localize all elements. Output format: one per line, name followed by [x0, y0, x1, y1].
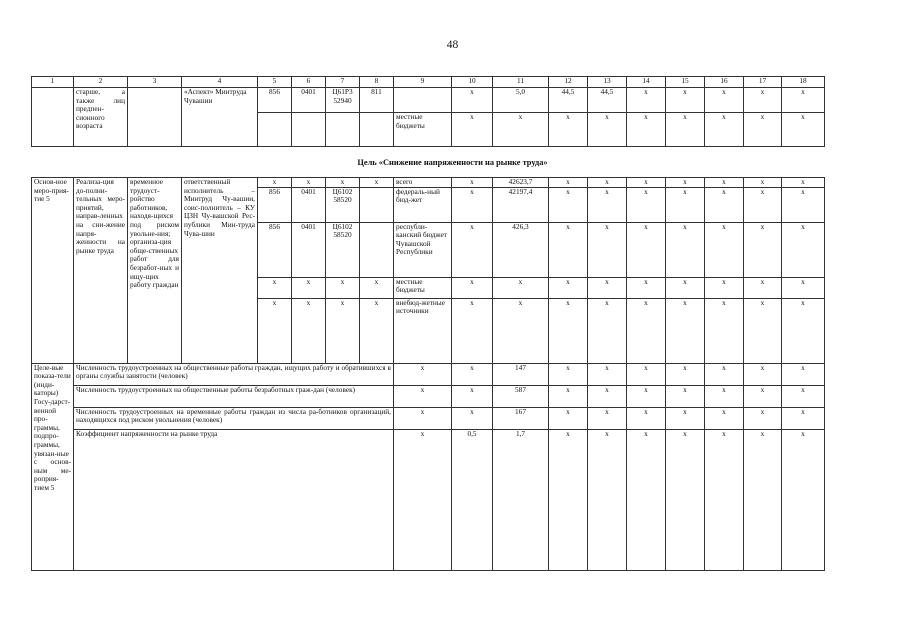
cell-col14: x [627, 88, 666, 113]
event-name-cell: Реализа-ция до-полни-тельных меро-приятий, направ-ленных на сни-жение напря-женности на рынке труда [74, 178, 128, 364]
column-number: 9 [394, 77, 452, 88]
cell-col9: федераль-ный бюд-жет [394, 187, 452, 222]
cell-col8: x [360, 178, 394, 188]
cell-col16: x [705, 385, 744, 407]
cell-col8: 811 [360, 88, 394, 113]
column-number: 18 [782, 77, 825, 88]
cell-col6: x [292, 178, 326, 188]
cell-col12: x [549, 187, 588, 222]
table-row [32, 178, 825, 188]
cell-col13: x [588, 222, 627, 277]
column-number: 8 [360, 77, 394, 88]
page-number: 48 [446, 39, 459, 51]
continuation-table [31, 76, 825, 147]
cell-col16: x [705, 298, 744, 363]
cell-col14: x [627, 178, 666, 188]
cell-col18: x [782, 407, 825, 429]
goal-heading: Цель «Снижение напряженности на рынке труда» [357, 158, 548, 167]
cell-col7: Ц61Р3 52940 [326, 88, 360, 113]
cell-col9: внебюд-жетные источники [394, 298, 452, 363]
indicator-row [32, 385, 825, 407]
cell-col18: x [782, 277, 825, 298]
cell-col14: x [627, 385, 666, 407]
cell-col12: x [549, 178, 588, 188]
cell-col11: 42623,7 [493, 178, 549, 188]
cell-col11: 167 [493, 407, 549, 429]
cell-col12: 44,5 [549, 88, 588, 113]
cell-col6 [292, 113, 326, 147]
cell-col10: x [452, 407, 493, 429]
cell-col13: x [588, 178, 627, 188]
indicator-text: Численность трудоустроенных на временные работы граждан из числа ра-ботников организаций, находящихся под риском увольнения (человек) [74, 407, 394, 429]
cell-col18: x [782, 222, 825, 277]
indicator-text: Численность трудоустроенных на общественные работы безработных граж-дан (человек) [74, 385, 394, 407]
cell-col16: x [705, 113, 744, 147]
column-number: 17 [744, 77, 782, 88]
cell-col8: x [360, 277, 394, 298]
cell-col10: x [452, 88, 493, 113]
cell-col8 [360, 222, 394, 277]
column-number-row [32, 77, 825, 88]
cell-col15: x [666, 407, 705, 429]
cell-col6: x [292, 298, 326, 363]
cell-col12: x [549, 113, 588, 147]
cell-col12: x [549, 429, 588, 570]
cell-col12: x [549, 363, 588, 385]
cell-col6: 0401 [292, 222, 326, 277]
column-number: 14 [627, 77, 666, 88]
cell-col8 [360, 113, 394, 147]
cell-col8 [360, 187, 394, 222]
cell-col13: x [588, 187, 627, 222]
indicator-row [32, 407, 825, 429]
cell-col11: 147 [493, 363, 549, 385]
column-number: 6 [292, 77, 326, 88]
column-number: 10 [452, 77, 493, 88]
cell-col5: 856 [258, 222, 292, 277]
cell-col15: x [666, 429, 705, 570]
cell-col10: 0,5 [452, 429, 493, 570]
cell-col12: x [549, 277, 588, 298]
cell-col7: Ц6102 58520 [326, 222, 360, 277]
cell-col15: x [666, 113, 705, 147]
cell-col9: местные бюджеты [394, 113, 452, 147]
cell-col17: x [744, 222, 782, 277]
column-number: 15 [666, 77, 705, 88]
column-number: 2 [74, 77, 128, 88]
cell-col5 [258, 113, 292, 147]
cell-col10: x [452, 277, 493, 298]
event-description-cell: временное трудоуст-ройство работников, находя-щихся под риском увольне-ния; организа-ция обще-ственных работ для безработ-ных и ищу-щих работу граждан [128, 178, 182, 364]
indicator-row [32, 363, 825, 385]
column-number: 4 [182, 77, 258, 88]
event-executor-cell: ответственный исполнитель – Минтруд Чу-вашии, соис-полнитель – КУ ЦЗН Чу-вашской Рес-публики Мин-труда Чува-шии [182, 178, 258, 364]
cell-col10: x [452, 113, 493, 147]
cell-col12: x [549, 222, 588, 277]
column-number: 16 [705, 77, 744, 88]
cell-col14: x [627, 363, 666, 385]
cell-col17: x [744, 298, 782, 363]
cell-col5: x [258, 298, 292, 363]
cell-col11: 5,0 [493, 88, 549, 113]
cell-col15: x [666, 88, 705, 113]
event-table [31, 177, 825, 571]
cell-col6: 0401 [292, 88, 326, 113]
cell-col15: x [666, 222, 705, 277]
cell-col18: x [782, 363, 825, 385]
cell-col15: x [666, 178, 705, 188]
cell-col13: x [588, 298, 627, 363]
cell-col13: x [588, 363, 627, 385]
cell-col14: x [627, 407, 666, 429]
cell-col14: x [627, 277, 666, 298]
column-number: 1 [32, 77, 74, 88]
cell-col14: x [627, 113, 666, 147]
cell-col7: Ц6102 58520 [326, 187, 360, 222]
cell-col1 [32, 88, 74, 147]
cell-col17: x [744, 407, 782, 429]
cell-col7 [326, 113, 360, 147]
cell-col3 [128, 88, 182, 147]
cell-col16: x [705, 187, 744, 222]
column-number: 3 [128, 77, 182, 88]
indicator-row [32, 429, 825, 570]
cell-col10: x [452, 298, 493, 363]
cell-col11: 42197,4 [493, 187, 549, 222]
cell-col11: x [493, 277, 549, 298]
cell-col14: x [627, 187, 666, 222]
cell-col10: x [452, 363, 493, 385]
cell-col16: x [705, 222, 744, 277]
cell-col9: x [394, 363, 452, 385]
cell-col6: x [292, 277, 326, 298]
cell-col14: x [627, 298, 666, 363]
indicator-text: Коэффициент напряженности на рынке труда [74, 429, 394, 570]
cell-col16: x [705, 407, 744, 429]
cell-col18: x [782, 298, 825, 363]
cell-col17: x [744, 187, 782, 222]
cell-col13: x [588, 429, 627, 570]
cell-col10: x [452, 222, 493, 277]
cell-col13: x [588, 407, 627, 429]
cell-col11: 426,3 [493, 222, 549, 277]
cell-col12: x [549, 407, 588, 429]
cell-col7: x [326, 277, 360, 298]
column-number: 13 [588, 77, 627, 88]
cell-col18: x [782, 429, 825, 570]
cell-col5: 856 [258, 187, 292, 222]
cell-col15: x [666, 363, 705, 385]
cell-col17: x [744, 88, 782, 113]
cell-col17: x [744, 113, 782, 147]
cell-col15: x [666, 187, 705, 222]
cell-col10: x [452, 385, 493, 407]
cell-col9: x [394, 407, 452, 429]
cell-col5: x [258, 178, 292, 188]
cell-col10: x [452, 178, 493, 188]
cell-col16: x [705, 178, 744, 188]
cell-col11: x [493, 113, 549, 147]
cell-col13: 44,5 [588, 88, 627, 113]
cell-col11: 587 [493, 385, 549, 407]
cell-col8: x [360, 298, 394, 363]
cell-col18: x [782, 187, 825, 222]
cell-col12: x [549, 298, 588, 363]
cell-col9: местные бюджеты [394, 277, 452, 298]
cell-col16: x [705, 363, 744, 385]
cell-col4: «Аспект» Минтруда Чувашии [182, 88, 258, 147]
cell-col11: 1,7 [493, 429, 549, 570]
cell-col5: 856 [258, 88, 292, 113]
cell-col12: x [549, 385, 588, 407]
cell-col18: x [782, 88, 825, 113]
cell-col7: x [326, 298, 360, 363]
cell-col13: x [588, 385, 627, 407]
cell-col9 [394, 88, 452, 113]
cell-col13: x [588, 113, 627, 147]
column-number: 12 [549, 77, 588, 88]
cell-col17: x [744, 277, 782, 298]
cell-col9: x [394, 429, 452, 570]
column-number: 7 [326, 77, 360, 88]
cell-col5: x [258, 277, 292, 298]
cell-col2: старше, а также лиц предпен-сионного возраста [74, 88, 128, 147]
cell-col18: x [782, 178, 825, 188]
cell-col15: x [666, 298, 705, 363]
cell-col14: x [627, 222, 666, 277]
cell-col17: x [744, 429, 782, 570]
event-type-cell: Основ-ное меро-прия-тие 5 [32, 178, 74, 364]
cell-col15: x [666, 277, 705, 298]
cell-col10: x [452, 187, 493, 222]
cell-col16: x [705, 429, 744, 570]
cell-col18: x [782, 113, 825, 147]
cell-col9: всего [394, 178, 452, 188]
cell-col14: x [627, 429, 666, 570]
indicators-label-cell: Целе-вые показа-тели (инди-каторы) Госу-дарст-венной про-граммы, подпро-граммы, увязан-ные с основ-ным ме-роприя-тием 5 [32, 363, 74, 570]
column-number: 5 [258, 77, 292, 88]
cell-col17: x [744, 363, 782, 385]
cell-col18: x [782, 385, 825, 407]
cell-col9: республи-канский бюджет Чувашской Республики [394, 222, 452, 277]
cell-col6: 0401 [292, 187, 326, 222]
cell-col9: x [394, 385, 452, 407]
column-number: 11 [493, 77, 549, 88]
cell-col7: x [326, 178, 360, 188]
table-row [32, 88, 825, 113]
cell-col11: x [493, 298, 549, 363]
cell-col17: x [744, 385, 782, 407]
cell-col13: x [588, 277, 627, 298]
cell-col15: x [666, 385, 705, 407]
indicator-text: Численность трудоустроенных на общественные работы граждан, ищущих работу и обратившихся в органы службы занятости (человек) [74, 363, 394, 385]
cell-col16: x [705, 277, 744, 298]
cell-col16: x [705, 88, 744, 113]
cell-col17: x [744, 178, 782, 188]
